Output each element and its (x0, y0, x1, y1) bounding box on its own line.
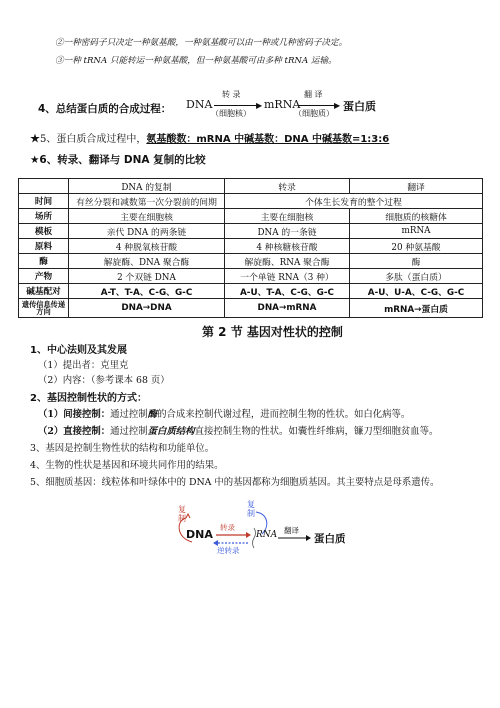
point-4: 4、生物的性状是基因和环境共同作用的结果。 (30, 460, 224, 471)
replicate-right-label: 复制 (247, 500, 255, 518)
table-cell: 亲代 DNA 的两条链 (69, 224, 225, 239)
row-label: 酶 (19, 254, 69, 269)
table-row (19, 254, 483, 269)
section-6-title: ★6、转录、翻译与 DNA 复制的比较 (30, 154, 206, 166)
flow-translation-label: 翻 译 (304, 90, 323, 99)
indirect-control (38, 406, 410, 420)
table-header-cell: DNA 的复制 (69, 179, 225, 194)
transcribe-arrowhead (246, 532, 251, 538)
row-label: 遗传信息传递方向 (19, 299, 69, 318)
flow-transcription-label: 转 录 (222, 90, 241, 99)
table-cell: 20 种氨基酸 (350, 239, 483, 254)
table-cell: A-T、T-A、C-G、G-C (69, 284, 225, 299)
row-label: 时间 (19, 194, 69, 209)
table-cell: 解旋酶、DNA 聚合酶 (69, 254, 225, 269)
direct-label: （2）直接控制： (38, 426, 111, 437)
reverse-label: 逆转录 (217, 546, 240, 555)
flow-arrow-2-head: ▶ (334, 101, 341, 110)
table-cell: A-U、U-A、C-G、G-C (350, 284, 483, 299)
indirect-emph: 酶 (147, 409, 158, 420)
table-cell: 细胞质的核糖体 (350, 209, 483, 224)
row-label: 产物 (19, 269, 69, 284)
flow-mrna: mRNA (264, 98, 301, 111)
flow-arrow-1-head: ▶ (256, 101, 263, 110)
flow-arrow-1 (214, 105, 260, 106)
table-cell: 主要在细胞核 (225, 209, 350, 224)
translate-label: 翻译 (284, 526, 299, 535)
comparison-table (18, 178, 483, 318)
table-cell: mRNA→蛋白质 (350, 299, 483, 318)
flow-dna: DNA (186, 98, 213, 111)
table-row (19, 209, 483, 224)
flow-cytoplasm-label: （细胞质） (294, 109, 334, 118)
note-line-2: ②一种密码子只决定一种氨基酸，一种氨基酸可以由一种或几种密码子决定。 (55, 38, 348, 48)
diagram-dna: DNA (186, 528, 213, 541)
table-cell: 一个单链 RNA（3 种） (225, 269, 350, 284)
row-label: 模板 (19, 224, 69, 239)
chapter-heading: 第 2 节 基因对性状的控制 (202, 325, 343, 339)
table-row (19, 194, 483, 209)
table-header-cell (19, 179, 69, 194)
direct-pre: 通过控制 (110, 426, 148, 437)
table-cell: 解旋酶、RNA 聚合酶 (225, 254, 350, 269)
table-header-row (19, 179, 483, 194)
table-cell: 主要在细胞核 (69, 209, 225, 224)
flow-nucleus-label: （细胞核） (211, 109, 251, 118)
row-label: 场所 (19, 209, 69, 224)
table-cell: DNA→DNA (69, 299, 225, 318)
table-row (19, 299, 483, 318)
heading-gene-control: 2、基因控制性状的方式： (30, 393, 147, 404)
table-cell: 2 个双链 DNA (69, 269, 225, 284)
flow-arrow-2 (298, 105, 338, 106)
table-row (19, 284, 483, 299)
direct-control (38, 423, 438, 437)
table-cell: 有丝分裂和减数第一次分裂前的间期 (69, 194, 225, 209)
table-cell: mRNA (350, 224, 483, 239)
heading-central-dogma: 1、中心法则及其发展 (30, 345, 127, 356)
section-5-prefix: ★5、蛋白质合成过程中， (30, 134, 147, 145)
point-5: 5、细胞质基因：线粒体和叶绿体中的 DNA 中的基因都称为细胞质基因。其主要特点是母系遗传。 (30, 477, 440, 488)
diagram-protein: 蛋白质 (314, 533, 346, 545)
table-row (19, 224, 483, 239)
table-header-cell: 转录 (225, 179, 350, 194)
row-label: 原料 (19, 239, 69, 254)
indirect-pre: 通过控制 (110, 409, 148, 420)
direct-post: 直接控制生物的性状。如囊性纤维病，镰刀型细胞贫血等。 (194, 426, 439, 437)
section-4-label: 4、总结蛋白质的合成过程： (38, 103, 172, 115)
translate-arrowhead (306, 535, 311, 541)
table-cell: 4 种脱氧核苷酸 (69, 239, 225, 254)
table-cell: A-U、T-A、C-G、G-C (225, 284, 350, 299)
indirect-label: （1）间接控制： (38, 409, 111, 420)
table-cell: 多肽（蛋白质） (350, 269, 483, 284)
note-line-3: ③一种 tRNA 只能转运一种氨基酸，但一种氨基酸可由多种 tRNA 运输。 (55, 56, 337, 66)
table-cell: 酶 (350, 254, 483, 269)
proposer: （1）提出者：克里克 (38, 360, 129, 371)
point-3: 3、基因是控制生物性状的结构和功能单位。 (30, 443, 215, 454)
direct-emph: 蛋白质结构 (147, 426, 195, 437)
row-label: 碱基配对 (19, 284, 69, 299)
indirect-post: 的合成来控制代谢过程，进而控制生物的性状。如白化病等。 (157, 409, 411, 420)
table-cell: DNA→mRNA (225, 299, 350, 318)
flow-protein: 蛋白质 (343, 100, 376, 113)
replicate-left-label: 复制 (178, 505, 186, 523)
table-row (19, 239, 483, 254)
table-cell: 4 种核糖核苷酸 (225, 239, 350, 254)
content-ref: （2）内容：（参考课本 68 页） (38, 375, 170, 386)
table-row (19, 269, 483, 284)
diagram-rna: RNA (256, 530, 278, 540)
section-5 (30, 130, 389, 145)
table-cell: DNA 的一条链 (225, 224, 350, 239)
table-header-cell: 翻译 (350, 179, 483, 194)
transcribe-label: 转录 (220, 523, 235, 532)
table-cell: 个体生长发育的整个过程 (225, 194, 483, 209)
section-5-ratio: 氨基酸数：mRNA 中碱基数：DNA 中碱基数=1:3:6 (146, 134, 390, 145)
